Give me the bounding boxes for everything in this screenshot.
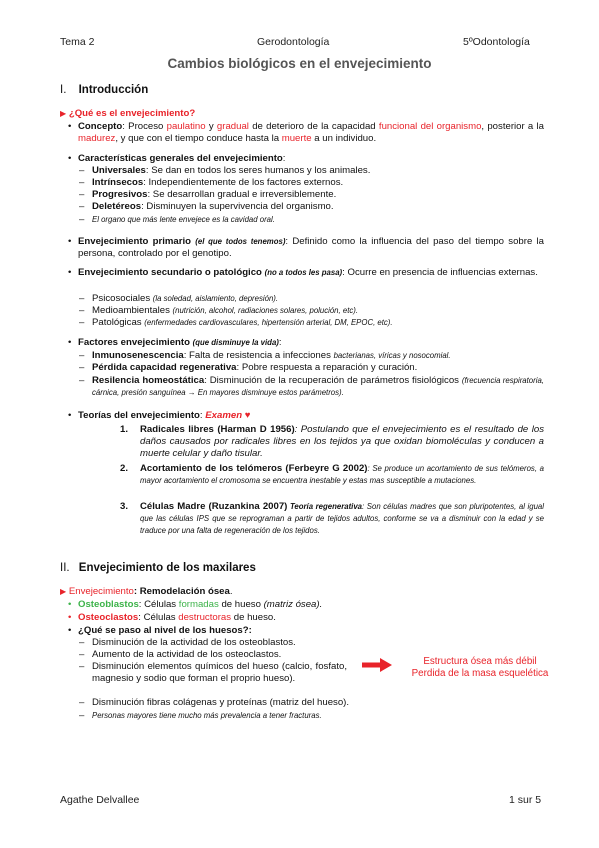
list-item (79, 189, 544, 201)
theory-item (120, 463, 544, 487)
osteoblastos-label: Osteoblastos (78, 599, 139, 610)
text: de hueso (218, 599, 264, 610)
dash-icon: – (79, 214, 85, 225)
pregunta-line (68, 625, 544, 637)
list-item (79, 177, 544, 189)
example: (matriz ósea). (263, 599, 323, 610)
exam-tag: Examen (205, 410, 243, 421)
triangle-bullet-icon: ▶ (60, 587, 67, 596)
item-number: 1. (120, 424, 129, 435)
dash-icon: – (79, 661, 85, 672)
factores-heading (68, 337, 544, 349)
header-center: Gerodontología (257, 36, 330, 48)
theory-text: : Se produce un acortamiento de sus telómeros, a mayor acortamiento el cromosoma se encuentra inestable y estas mas susceptible a mutaciones. (140, 464, 544, 485)
item-example: (enfermedades cardiovasculares, hipertensión arterial, DM, EPOC, etc). (144, 318, 393, 327)
section-2-heading (60, 563, 256, 575)
item-example: (la soledad, aislamiento, depresión). (152, 294, 279, 303)
colon: : (278, 337, 282, 348)
list-item (79, 649, 362, 661)
secundario-text: : Ocurre en presencia de influencias externas. (342, 267, 538, 278)
secundario-label: Envejecimiento secundario o patológico (78, 267, 262, 278)
item-text: : Pobre respuesta a reparación y curación. (236, 362, 418, 373)
bullet-dot-icon: • (68, 153, 72, 164)
header-left: Tema 2 (60, 36, 95, 48)
side-note-line: Perdida de la masa esquelética (411, 668, 549, 679)
item-text: : Independientemente de los factores externos. (143, 177, 344, 188)
bullet-dot-icon: • (68, 236, 72, 247)
theory-label: Radicales libres (Harman D 1956) (140, 424, 295, 435)
text: : Proceso (122, 121, 167, 132)
side-note-line: Estructura ósea más débil (423, 656, 537, 667)
side-note (394, 656, 566, 680)
item-example: bacterianas, víricas y nosocomial. (333, 351, 451, 360)
bullet-dot-icon: • (68, 267, 72, 278)
factores-label: Factores envejecimiento (78, 337, 190, 348)
dash-icon: – (79, 201, 85, 212)
dash-icon: – (79, 317, 85, 328)
note-text: Personas mayores tiene mucho más prevalencia a tener fracturas. (92, 711, 322, 720)
highlight: madurez (78, 132, 116, 144)
text: , y que con el tiempo conduce hasta la (115, 132, 282, 144)
dash-icon: – (79, 305, 85, 316)
highlight: destructoras (178, 612, 232, 623)
theory-text: : Son células madres que son pluripotentes, al igual que las células IPS que se reprograman a partir de tejidos adultos, conforme se va a disminuir con la edad y se traduce por una falta de regeneración de los tejidos. (140, 502, 544, 535)
lead-text: : Remodelación ósea (133, 586, 230, 597)
bullet-dot-icon: • (68, 337, 72, 348)
dash-icon: – (79, 637, 85, 648)
highlight: formadas (178, 599, 219, 610)
bullet-dot-icon: • (68, 612, 72, 623)
primario-paren: (el que todos tenemos) (195, 237, 286, 246)
bullet-dot-icon: • (68, 121, 72, 132)
right-arrow-icon (362, 658, 392, 672)
text: : Células (138, 612, 179, 623)
note-text: El organo que más lente envejece es la cavidad oral. (92, 215, 275, 224)
text: : Células (138, 599, 179, 610)
primario-label: Envejecimiento primario (78, 236, 192, 247)
item-text: Patológicas (92, 317, 145, 328)
dash-icon: – (79, 375, 85, 386)
dash-icon: – (79, 710, 85, 721)
list-item (79, 375, 544, 399)
dash-icon: – (79, 362, 85, 373)
section-1-number: I. (60, 84, 67, 96)
bullet-dot-icon: • (68, 599, 72, 610)
theory-item (120, 501, 544, 536)
item-text: : Se desarrollan gradual e irreversiblemente. (147, 189, 337, 200)
item-text: Disminución elementos químicos del hueso (calcio, fosfato, magnesio y sodio que forman el proprio hueso). (92, 661, 347, 684)
item-number: 2. (120, 463, 129, 474)
theory-label: Acortamiento de los telómeros (Ferbeyre G 2002) (140, 463, 368, 474)
theory-item (120, 424, 544, 459)
footer-page: 1 sur 5 (509, 794, 542, 806)
list-item (79, 697, 392, 709)
theory-subtitle: Teoría regenerativa (287, 502, 363, 511)
item-number: 3. (120, 501, 129, 512)
section-2-number: II. (60, 562, 70, 574)
item-label: Resilencia homeostática (92, 375, 205, 386)
list-item (79, 637, 362, 649)
item-text: : Disminución de la recuperación de parámetros fisiológicos (204, 375, 462, 386)
secundario-paragraph (68, 267, 544, 279)
item-text: Medioambientales (92, 305, 173, 316)
teorias-heading (68, 410, 544, 422)
osteoblastos-line (68, 599, 544, 611)
highlight: muerte (281, 132, 312, 144)
dash-icon: – (79, 165, 85, 176)
caracteristicas-note (79, 214, 544, 226)
primario-text: : Definido como la influencia del paso del tiempo sobre la persona, controlado por el genotipo. (78, 236, 544, 259)
text: de hueso. (231, 612, 276, 623)
list-item (79, 201, 544, 213)
factores-paren: (que disminuye la vida) (192, 338, 279, 347)
item-text: Aumento de la actividad de los osteoclastos. (92, 649, 282, 660)
list-item (79, 305, 544, 317)
item-label: Inmunosenescencia (92, 350, 184, 361)
item-label: Deletéreos (92, 201, 142, 212)
item-text: : Disminuyen la supervivencia del organismo. (141, 201, 334, 212)
question-what-is-aging (60, 108, 195, 120)
highlight: gradual (216, 121, 249, 132)
heart-icon: ♥ (244, 410, 251, 421)
highlight: funcional del organismo (378, 121, 482, 132)
list-item (79, 661, 347, 685)
theory-text: : Postulando que el envejecimiento es el resultado de los daños causados por radicales libres en los tejidos ya que oxidan biomoléculas y conducen a muerte celular y daño tisular. (140, 424, 544, 459)
note-italic (79, 710, 392, 722)
item-example: (nutrición, alcohol, radiaciones solares, polución, etc). (172, 306, 359, 315)
question-text: ¿Qué es el envejecimiento? (68, 108, 196, 119)
header-right: 5ºOdontología (463, 36, 530, 48)
text: a un individuo. (311, 132, 377, 144)
caracteristicas-label: Características generales del envejecimiento (78, 153, 283, 164)
colon: : (199, 410, 206, 421)
osteoclastos-line (68, 612, 544, 624)
lead-dot: . (229, 586, 233, 597)
list-item (79, 317, 544, 329)
section-2-title: Envejecimiento de los maxilares (78, 562, 256, 574)
lead-red: Envejecimiento (68, 586, 134, 597)
item-label: Universales (92, 165, 146, 176)
item-text: Disminución de la actividad de los osteoblastos. (92, 637, 296, 648)
list-item (79, 350, 544, 362)
dash-icon: – (79, 649, 85, 660)
dash-icon: – (79, 293, 85, 304)
text: de deterioro de la capacidad (248, 121, 379, 132)
page-title: Cambios biológicos en el envejecimiento (167, 56, 432, 71)
item-text: Psicosociales (92, 293, 153, 304)
dash-icon: – (79, 189, 85, 200)
bullet-dot-icon: • (68, 625, 72, 636)
dash-icon: – (79, 697, 85, 708)
text: y (205, 121, 217, 132)
triangle-bullet-icon: ▶ (60, 109, 67, 118)
item-text: : Falta de resistencia a infecciones (183, 350, 334, 361)
primario-paragraph (68, 236, 544, 260)
bullet-dot-icon: • (68, 410, 72, 421)
highlight: paulatino (166, 121, 206, 132)
item-text: : Se dan en todos los seres humanos y los animales. (145, 165, 371, 176)
list-item (79, 362, 544, 374)
list-item (79, 293, 544, 305)
section-1-heading (60, 85, 148, 97)
concepto-label: Concepto (78, 121, 123, 132)
theory-label: Células Madre (Ruzankina 2007) (140, 501, 288, 512)
teorias-label: Teorías del envejecimiento (78, 410, 200, 421)
dash-icon: – (79, 177, 85, 188)
remodelacion-line (60, 586, 233, 598)
section-1-title: Introducción (78, 84, 149, 96)
item-label: Pérdida capacidad regenerativa (92, 362, 237, 373)
item-label: Intrínsecos (92, 177, 144, 188)
list-item (79, 165, 544, 177)
item-text: Disminución fibras colágenas y proteínas (matriz del hueso). (92, 697, 350, 708)
secundario-paren: (no a todos les pasa) (264, 268, 343, 277)
text: , posterior a la (481, 121, 544, 132)
dash-icon: – (79, 350, 85, 361)
item-label: Progresivos (92, 189, 148, 200)
item-example: (frecuencia respiratoria, cárnica, presión sanguínea → En mayores disminuye estos parámetros). (92, 376, 544, 397)
footer-author: Agathe Delvallee (60, 794, 140, 806)
concepto-paragraph (68, 121, 544, 145)
pregunta-text: ¿Qué se paso al nivel de los huesos?: (78, 625, 252, 636)
osteoclastos-label: Osteoclastos (78, 612, 139, 623)
caracteristicas-heading: • Características generales del envejecimiento: (68, 153, 286, 164)
